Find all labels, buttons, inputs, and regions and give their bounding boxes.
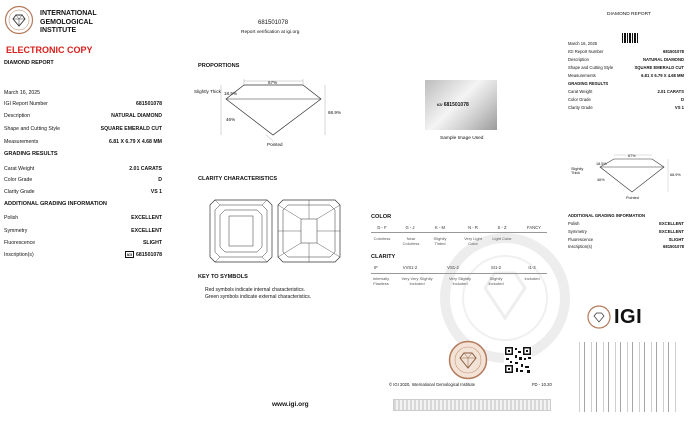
additional-grading-title: ADDITIONAL GRADING INFORMATION — [4, 201, 107, 207]
girdle-label: Slightly Thick — [194, 89, 221, 94]
clarity-scale-title: CLARITY — [371, 254, 396, 260]
stub-table-percent: 67% — [628, 154, 636, 158]
report-title: DIAMOND REPORT — [4, 60, 54, 66]
stub-pavilion-percent: 46% — [597, 178, 605, 182]
stub-igi-logo-text: IGI — [614, 306, 643, 328]
clarity-grade-vs: VS1-2 — [447, 265, 459, 270]
key-line-green: Green symbols indicate external characteristics. — [205, 294, 312, 300]
stub-grading-row: Clarity Grade VS 1 — [568, 105, 684, 110]
additional-row: Symmetry EXCELLENT — [4, 228, 162, 234]
grading-row: Carat Weight 2.01 CARATS — [4, 166, 162, 172]
igi-inscription-mark: IGI — [437, 102, 443, 107]
color-desc-slightly-tinted: Slightly Tinted — [433, 236, 447, 246]
sample-image-caption: Sample Image Used — [440, 136, 484, 141]
clarity-desc-vs: Very Slightly Included — [448, 276, 471, 286]
stub-proportions-diagram — [568, 150, 686, 202]
stub-grading-row: Color Grade D — [568, 97, 684, 102]
color-grade-n-r: N - R — [468, 225, 478, 230]
additional-row: Fluorescence SLIGHT — [4, 240, 162, 246]
clarity-desc-if: Internally Flawless — [372, 276, 390, 286]
clarity-grade-si: SI1-2 — [490, 265, 501, 270]
color-grade-d-f: D - F — [377, 225, 387, 230]
stub-grading-row: Carat Weight 2.01 CARATS — [568, 89, 684, 94]
grading-row: Clarity Grade VS 1 — [4, 189, 162, 195]
inscription-overlay: IGI 681501078 — [437, 102, 469, 108]
stub-field-row: Measurements 6.81 X 6.79 X 4.68 MM — [568, 73, 684, 78]
stub-additional-row: Symmetry EXCELLENT — [568, 229, 684, 234]
color-desc-light: Light Color — [492, 236, 512, 241]
stub-igi-seal-logo — [587, 305, 611, 329]
color-desc-colorless: Colorless — [373, 236, 391, 241]
report-verification[interactable]: Report verification at igi.org — [241, 30, 300, 35]
additional-row: Polish EXCELLENT — [4, 215, 162, 221]
color-grade-fancy: FANCY — [527, 225, 541, 230]
security-strip — [393, 399, 551, 411]
clarity-grade-if: IF — [374, 265, 378, 270]
institute-name-line2: GEMOLOGICAL — [40, 18, 93, 26]
stub-additional-row: Inscription(s) 681501078 — [568, 244, 684, 249]
clarity-plot-pavilion — [277, 199, 341, 263]
sample-diamond-image — [425, 80, 497, 130]
stub-additional-title: ADDITIONAL GRADING INFORMATION — [568, 213, 646, 218]
clarity-grade-vvs: VVS1-2 — [402, 265, 418, 270]
clarity-desc-i: Included — [524, 276, 540, 281]
color-desc-very-light: Very Light Color — [464, 236, 482, 246]
right-stub-barcode — [622, 33, 638, 43]
stub-crown-percent: 18.5% — [596, 162, 607, 166]
report-date: March 16, 2025 — [4, 90, 41, 96]
culet-label: Pointed — [267, 142, 283, 147]
clarity-desc-vvs: Very Very Slightly Included — [401, 276, 433, 286]
stub-field-row: Shape and Cutting Style SQUARE EMERALD CUT — [568, 65, 684, 70]
clarity-plot-crown — [209, 199, 273, 263]
clarity-grade-i: I1-3 — [528, 265, 536, 270]
additional-row: Inscription(s) IGI 681501078 — [4, 252, 162, 258]
clarity-desc-si: Slightly Included — [488, 276, 504, 286]
color-desc-near-colorless: Near Colorless — [402, 236, 420, 246]
stub-grading-title: GRADING RESULTS — [568, 81, 609, 86]
table-percent: 67% — [268, 80, 278, 85]
color-scale-title: COLOR — [371, 214, 392, 220]
clarity-scale-bar — [371, 273, 547, 274]
igi-hologram-seal — [448, 340, 488, 380]
color-grade-g-j: G - J — [405, 225, 415, 230]
copyright-text: © IGI 2020, International Gemological Institute — [389, 382, 475, 387]
report-number-header: 681501078 — [258, 20, 289, 26]
electronic-copy-label: ELECTRONIC COPY — [6, 45, 93, 55]
stub-field-row: Description NATURAL DIAMOND — [568, 57, 684, 62]
field-row: Description NATURAL DIAMOND — [4, 113, 162, 119]
stub-additional-row: Fluorescence SLIGHT — [568, 237, 684, 242]
stub-rotated-text — [576, 342, 680, 412]
right-stub-date: March 16, 2025 — [568, 41, 598, 46]
field-row: Shape and Cutting Style SQUARE EMERALD CUT — [4, 126, 162, 132]
depth-percent: 68.9% — [328, 110, 342, 115]
color-grade-k-m: K - M — [434, 225, 445, 230]
grading-results-title: GRADING RESULTS — [4, 151, 58, 157]
right-stub-title: DIAMOND REPORT — [607, 12, 651, 17]
institute-name-line3: INSTITUTE — [40, 27, 77, 34]
color-grade-s-z: S - Z — [497, 225, 507, 230]
stub-depth-percent: 68.9% — [670, 173, 681, 177]
stub-additional-row: Polish EXCELLENT — [568, 221, 684, 226]
institute-name-line1: INTERNATIONAL — [40, 10, 97, 17]
pavilion-percent: 46% — [226, 117, 236, 122]
stub-girdle-label: Slightly Thick — [571, 167, 584, 175]
igi-inscription-mark: IGI — [126, 252, 133, 257]
form-code: FD - 10.20 — [532, 382, 552, 387]
crown-percent: 18.5% — [224, 91, 238, 96]
grading-row: Color Grade D — [4, 177, 162, 183]
key-line-red: Red symbols indicate internal characteristics. — [205, 287, 306, 293]
proportions-title: PROPORTIONS — [198, 63, 240, 69]
field-row: Measurements 6.81 X 6.79 X 4.68 MM — [4, 139, 162, 145]
qr-code[interactable] — [504, 346, 532, 374]
stub-culet-label: Pointed — [626, 196, 639, 200]
key-to-symbols-title: KEY TO SYMBOLS — [198, 274, 248, 280]
igi-seal-logo — [4, 5, 34, 35]
field-row: IGI Report Number 681501078 — [4, 101, 162, 107]
clarity-characteristics-title: CLARITY CHARACTERISTICS — [198, 176, 278, 182]
website-url[interactable]: www.igi.org — [272, 401, 309, 408]
stub-field-row: IGI Report Number 681501078 — [568, 49, 684, 54]
color-scale-bar — [371, 232, 547, 233]
